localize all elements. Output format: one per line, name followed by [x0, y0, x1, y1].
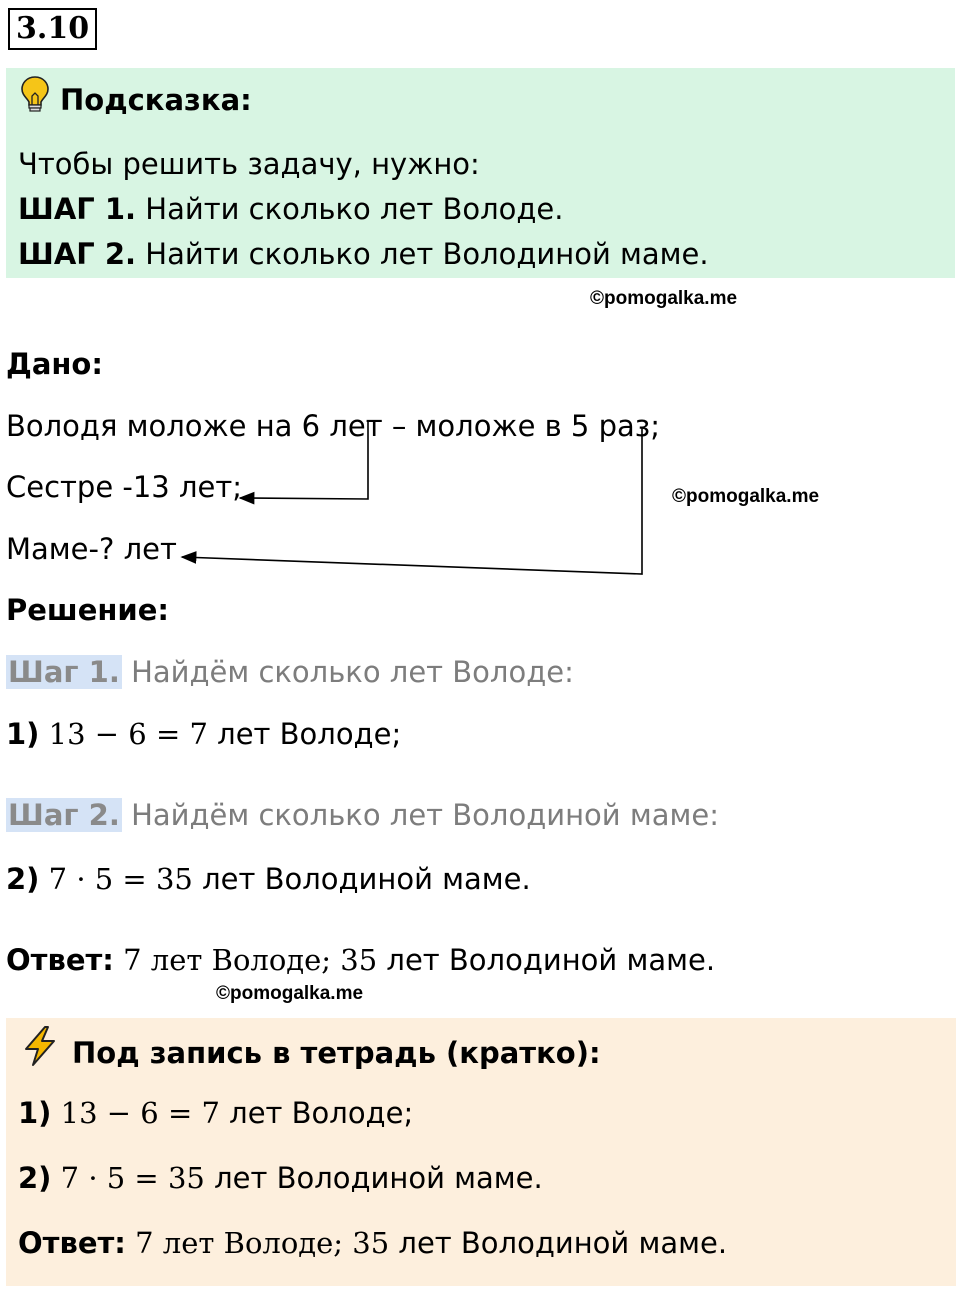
step-2-label: Шаг 2. [8, 798, 120, 832]
notebook-answer [18, 1223, 727, 1263]
answer-value-1: 7 [123, 943, 142, 977]
note-answer-text-1: лет Володе; [162, 1226, 344, 1260]
note-answer-value-1: 7 [135, 1226, 154, 1260]
solution-calc-2 [6, 859, 531, 899]
given-title: Дано: [6, 347, 103, 381]
note-calc-2-expression: 7 · 5 = 35 [60, 1161, 205, 1195]
note-calc-2-number: 2) [18, 1161, 52, 1195]
problem-number: 3.10 [8, 8, 97, 50]
hint-step-1-text: Найти сколько лет Володе. [145, 192, 564, 226]
watermark: ©pomogalka.me [672, 486, 820, 507]
calc-1-expression: 13 − 6 = 7 [48, 717, 208, 751]
solution-step-1 [6, 652, 574, 692]
hint-step-1-label: ШАГ 1. [18, 192, 137, 226]
notebook-calc-1 [18, 1093, 413, 1133]
note-calc-1-text: лет Володе; [229, 1096, 414, 1130]
calc-2-text: лет Володиной маме. [202, 862, 531, 896]
calc-1-number: 1) [6, 717, 40, 751]
solution-answer [6, 940, 715, 980]
given-line-3: Маме-? лет [6, 532, 177, 566]
note-calc-1-expression: 13 − 6 = 7 [60, 1096, 220, 1130]
note-answer-value-2: 35 [352, 1226, 390, 1260]
solution-step-2 [6, 795, 719, 835]
calc-2-number: 2) [6, 862, 40, 896]
answer-value-2: 35 [340, 943, 378, 977]
given-line-1: Володя моложе на 6 лет – моложе в 5 раз; [6, 409, 660, 443]
step-1-label: Шаг 1. [8, 655, 120, 689]
watermark: ©pomogalka.me [216, 983, 364, 1004]
lightning-icon [18, 1024, 62, 1081]
answer-label: Ответ: [6, 943, 114, 977]
hint-intro: Чтобы решить задачу, нужно: [18, 147, 480, 181]
given-line-2: Сестре -13 лет; [6, 470, 243, 504]
hint-step-2-text: Найти сколько лет Володиной маме. [145, 237, 709, 271]
step-2-text: Найдём сколько лет Володиной маме: [131, 798, 719, 832]
note-answer-label: Ответ: [18, 1226, 126, 1260]
step-1-text: Найдём сколько лет Володе: [131, 655, 574, 689]
calc-1-text: лет Володе; [217, 717, 402, 751]
arrow-to-sister [240, 420, 368, 499]
answer-text-1: лет Володе; [150, 943, 332, 977]
notebook-title: Под запись в тетрадь (кратко): [72, 1035, 601, 1070]
hint-step-2-label: ШАГ 2. [18, 237, 137, 271]
arrow-to-mother [182, 428, 642, 574]
solution-calc-1 [6, 714, 401, 754]
notebook-header [18, 1024, 601, 1081]
calc-2-expression: 7 · 5 = 35 [48, 862, 193, 896]
note-calc-1-number: 1) [18, 1096, 52, 1130]
answer-text-2: лет Володиной маме. [386, 943, 716, 977]
watermark: ©pomogalka.me [590, 288, 738, 309]
hint-title: Подсказка: [60, 83, 252, 117]
note-answer-text-2: лет Володиной маме. [398, 1226, 728, 1260]
solution-title: Решение: [6, 593, 170, 627]
notebook-calc-2 [18, 1158, 543, 1198]
note-calc-2-text: лет Володиной маме. [214, 1161, 543, 1195]
